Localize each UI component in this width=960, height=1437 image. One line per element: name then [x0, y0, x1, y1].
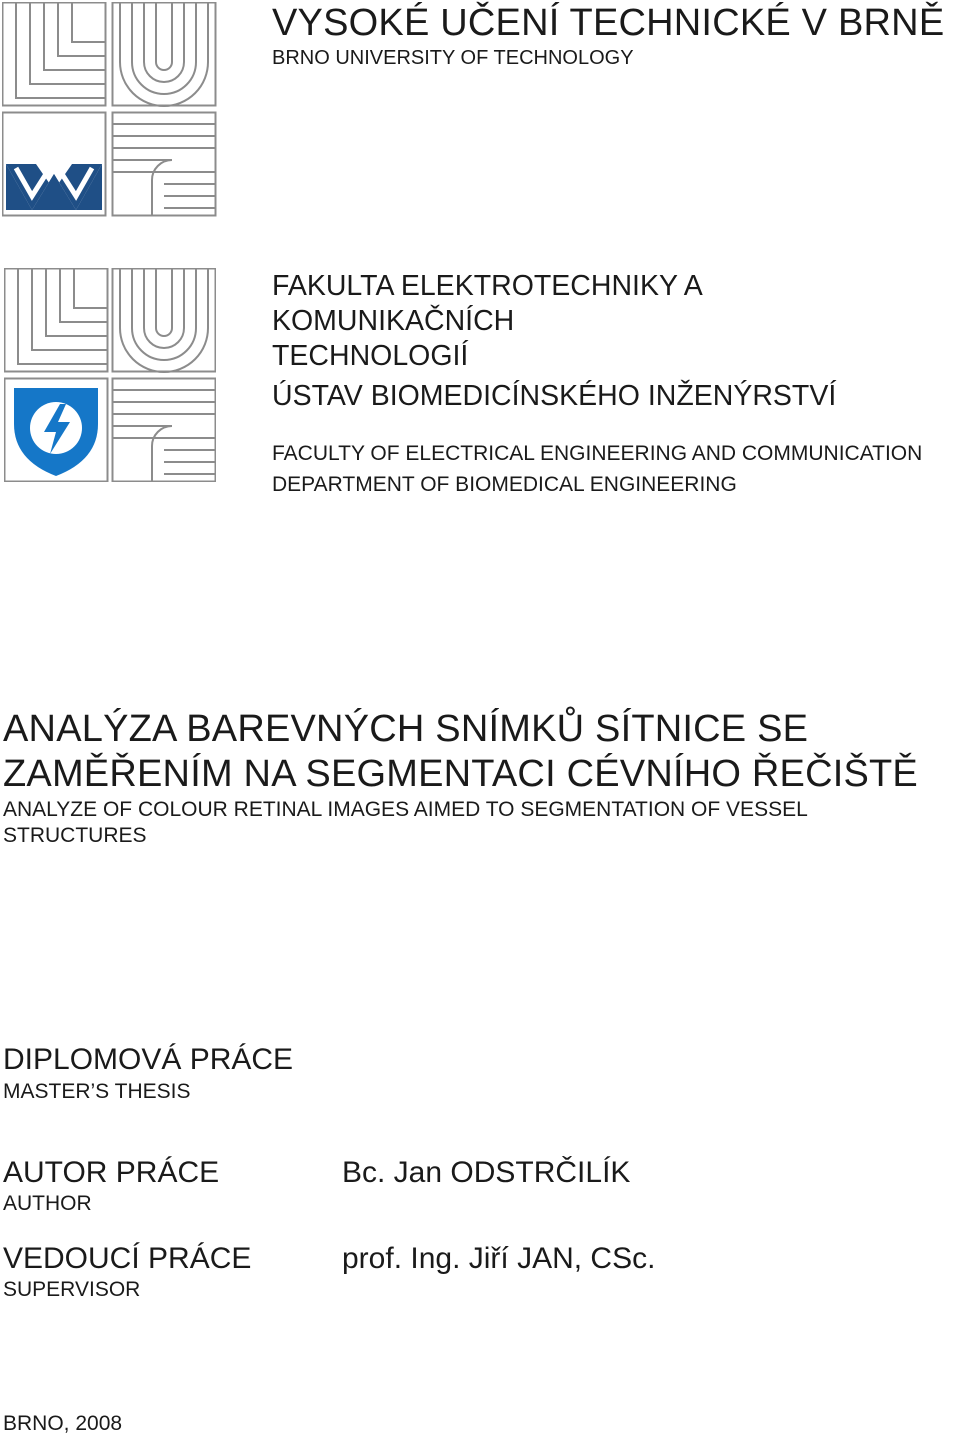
supervisor-name: prof. Ing. Jiří JAN, CSc. — [342, 1242, 656, 1275]
faculty-name-en: FACULTY OF ELECTRICAL ENGINEERING AND COMMUNICATION — [272, 442, 923, 465]
faculty-name-cz-line-1: FAKULTA ELEKTROTECHNIKY A — [272, 270, 703, 302]
university-name-en: BRNO UNIVERSITY OF TECHNOLOGY — [272, 47, 634, 69]
thesis-type-en: MASTER’S THESIS — [3, 1080, 191, 1103]
faculty-name-cz-line-2: KOMUNIKAČNÍCH — [272, 305, 515, 337]
thesis-title-cz-line-1: ANALÝZA BAREVNÝCH SNÍMKŮ SÍTNICE SE — [3, 708, 809, 750]
thesis-type-cz: DIPLOMOVÁ PRÁCE — [3, 1043, 294, 1076]
thesis-title-cz-line-2: ZAMĚŘENÍM NA SEGMENTACI CÉVNÍHO ŘEČIŠTĚ — [3, 753, 918, 795]
author-label-en: AUTHOR — [3, 1192, 92, 1215]
thesis-title-en-line-2: STRUCTURES — [3, 824, 147, 847]
department-name-en: DEPARTMENT OF BIOMEDICAL ENGINEERING — [272, 473, 737, 496]
vut-university-logo-icon — [2, 2, 218, 218]
supervisor-label-cz: VEDOUCÍ PRÁCE — [3, 1242, 252, 1275]
author-label-cz: AUTOR PRÁCE — [3, 1156, 220, 1189]
thesis-title-en-line-1: ANALYZE OF COLOUR RETINAL IMAGES AIMED TO SEGMENTATION OF VESSEL — [3, 798, 808, 821]
faculty-name-cz-line-3: TECHNOLOGIÍ — [272, 340, 469, 372]
department-name-cz: ÚSTAV BIOMEDICÍNSKÉHO INŽENÝRSTVÍ — [272, 380, 837, 412]
university-name-cz: VYSOKÉ UČENÍ TECHNICKÉ V BRNĚ — [272, 2, 945, 44]
supervisor-label-en: SUPERVISOR — [3, 1278, 141, 1301]
city-year: BRNO, 2008 — [3, 1412, 123, 1435]
author-name: Bc. Jan ODSTRČILÍK — [342, 1156, 631, 1189]
fekt-faculty-logo-icon — [4, 268, 216, 482]
